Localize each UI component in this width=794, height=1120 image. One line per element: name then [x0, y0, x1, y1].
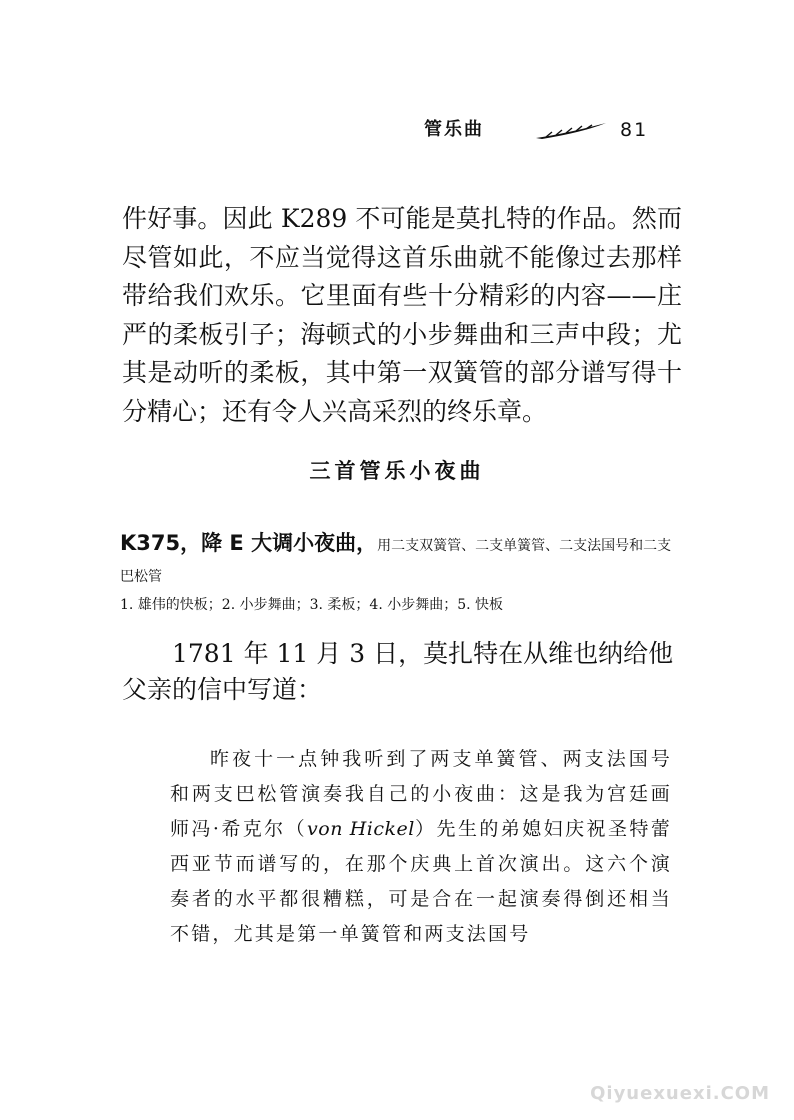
- entry-instrumentation: 用二支双簧管、二支单簧管、二支法国号和二支巴松管: [120, 538, 672, 585]
- section-title: 三首管乐小夜曲: [309, 459, 485, 483]
- running-header: [424, 116, 674, 144]
- quill-flourish-icon: [534, 120, 608, 142]
- entry-key: K375，降 E 大调小夜曲，: [120, 531, 378, 555]
- site-watermark: Qiyuexuexi.COM: [590, 1083, 770, 1104]
- entry-heading: [120, 528, 680, 592]
- intro-paragraph: 1781 年 11 月 3 日，莫扎特在从维也纳给他父亲的信中写道：: [122, 639, 674, 704]
- quote-text-after: ）先生的弟媳妇庆祝圣特蕾西亚节而谱写的，在那个庆典上首次演出。这六个演奏者的水平都很糟糕，可是合在一起演奏得倒还相当不错，尤其是第一单簧管和两支法国号: [170, 818, 672, 945]
- running-header-title: 管乐曲: [424, 119, 484, 140]
- body-paragraph: 件好事。因此 K289 不可能是莫扎特的作品。然而尽管如此，不应当觉得这首乐曲就不能像过去那样带给我们欢乐。它里面有些十分精彩的内容——庄严的柔板引子；海顿式的小步舞曲和三声中段；尤其是动听的柔板，其中第一双簧管的部分谱写得十分精心；还有令人兴高采烈的终乐章。: [122, 204, 682, 426]
- page-number: 81: [620, 119, 649, 141]
- letter-quote: [170, 742, 672, 952]
- quote-foreign-name: von Hickel: [307, 818, 415, 840]
- movements-list: 1. 雄伟的快板；2. 小步舞曲；3. 柔板；4. 小步舞曲；5. 快板: [120, 597, 504, 613]
- quote-text-before: 昨夜十一点钟我听到了两支单簧管、两支法国号和两支巴松管演奏我自己的小夜曲：这是我为宫廷画师冯·希克尔（: [170, 748, 672, 840]
